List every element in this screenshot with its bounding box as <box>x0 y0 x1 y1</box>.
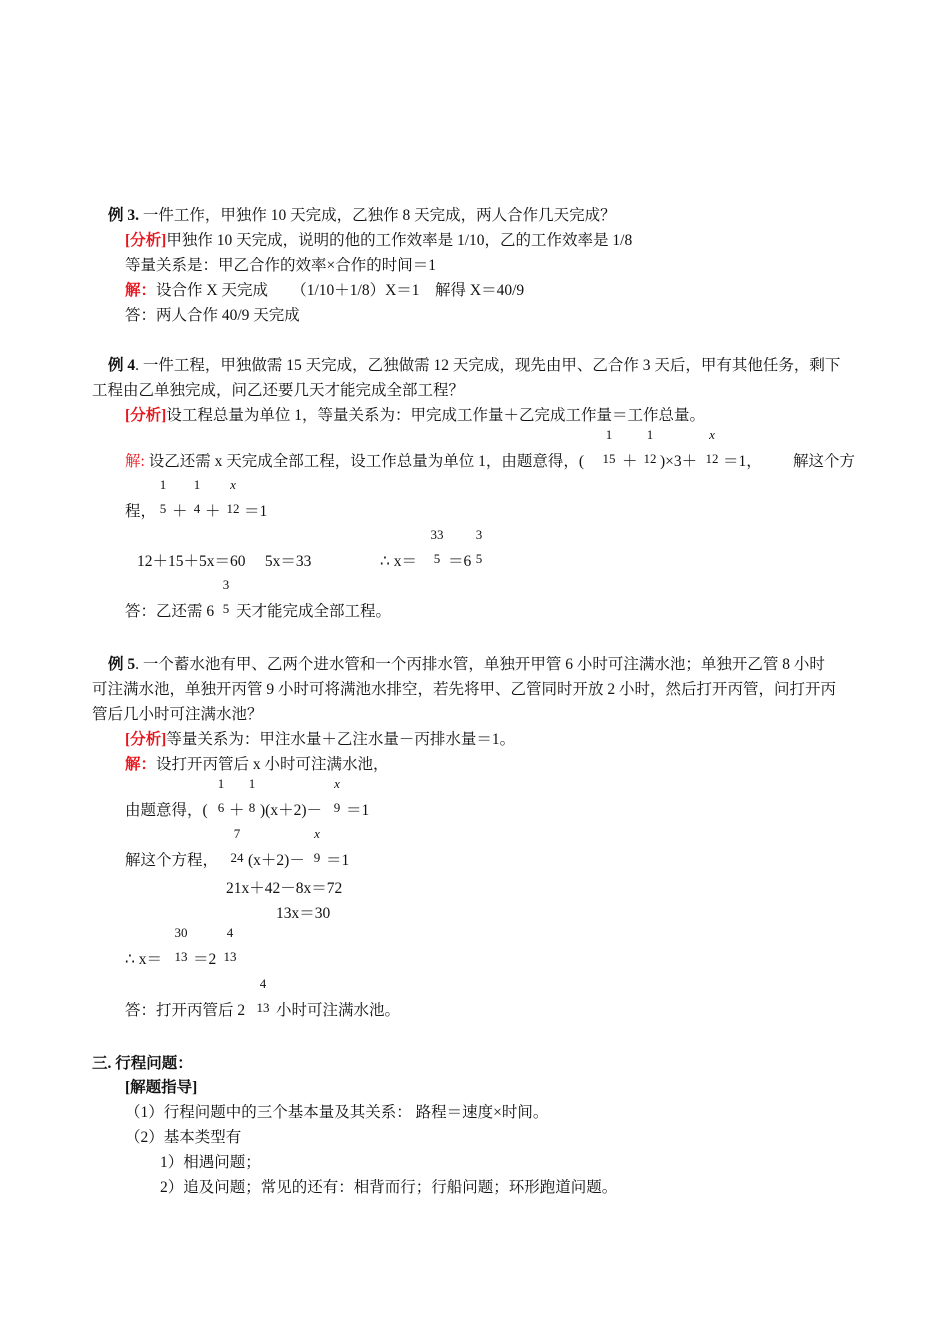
fraction-denominator: 12 <box>705 451 719 466</box>
example-5-statement-line1 <box>108 655 825 675</box>
solution-text: 设合作 X 天完成 （1/10＋1/8）X＝1 解得 X＝40/9 <box>156 282 525 299</box>
example-3-relation: 等量关系是：甲乙合作的效率×合作的时间＝1 <box>125 257 436 274</box>
fraction-denominator: 9 <box>313 850 321 865</box>
fraction-numerator: 3 <box>475 527 483 542</box>
fraction-denominator: 5 <box>475 551 483 566</box>
example-4-solution <box>125 452 584 472</box>
fraction-numerator: 1 <box>193 477 201 492</box>
equation-text: 13x＝30 <box>276 905 331 922</box>
plus-sign: ＋ <box>172 503 188 520</box>
example-3-solution <box>125 281 524 301</box>
analysis-text: 设工程总量为单位 1，等量关系为：甲完成工作量＋乙完成工作量＝工作总量。 <box>166 407 705 424</box>
example-4-text1: . 一件工程，甲独做需 15 天完成，乙独做需 12 天完成，现先由甲、乙合作 3 天后，甲有其他任务，剩下 <box>135 357 841 374</box>
fraction-denominator: 12 <box>226 501 240 516</box>
analysis-text: 等量关系为：甲注水量＋乙注水量－丙排水量＝1。 <box>166 731 516 748</box>
section-3-item-2: （2）基本类型有 <box>125 1129 242 1146</box>
equation-text: 天才能完成全部工程。 <box>236 603 392 620</box>
equation-text: )(x＋2)－ <box>260 802 322 819</box>
fraction-denominator: 13 <box>223 949 237 964</box>
fraction-denominator: 24 <box>230 850 244 865</box>
fraction-denominator: 8 <box>248 800 256 815</box>
fraction-numerator: 1 <box>646 427 654 442</box>
example-4-label: 例 4 <box>108 357 136 374</box>
equation-text: 小时可注满水池。 <box>276 1002 401 1019</box>
solution-tag: 解： <box>125 282 157 299</box>
fraction-denominator: 6 <box>217 800 225 815</box>
equation-text: 12＋15＋5x＝60 5x＝33 <box>137 553 312 570</box>
section-3-sub-2: 2）追及问题；常见的还有：相背而行；行船问题；环形跑道问题。 <box>160 1179 618 1196</box>
equation-text: ＝1， <box>723 453 762 470</box>
section-3-title: 三. 行程问题： <box>92 1055 193 1072</box>
fraction-denominator: 4 <box>193 501 201 516</box>
equation-text: 解这个方 <box>793 453 856 470</box>
plus-sign: ＋ <box>229 802 245 819</box>
solution-tag: 解： <box>125 756 157 773</box>
example-3-statement <box>108 206 616 226</box>
example-5-solution <box>125 755 389 775</box>
fraction-denominator: 5 <box>222 601 230 616</box>
equation-text: )×3＋ <box>660 453 698 470</box>
equation-text: 解这个方程， <box>125 852 219 869</box>
fraction-numerator: x <box>709 427 715 442</box>
section-3-item-1: （1）行程问题中的三个基本量及其关系： 路程＝速度×时间。 <box>125 1104 549 1121</box>
plus-sign: ＋ <box>622 453 638 470</box>
solution-text: 设打开丙管后 x 小时可注满水池， <box>156 756 389 773</box>
example-5-text1: . 一个蓄水池有甲、乙两个进水管和一个丙排水管，单独开甲管 6 小时可注满水池；单独开乙管 8 小时 <box>135 656 825 673</box>
equation-text: ＝2 <box>193 951 217 968</box>
equation-text: ∴ x＝ <box>380 553 417 570</box>
analysis-tag: [分析] <box>125 232 167 249</box>
equation-text: 程， <box>125 503 157 520</box>
fraction-numerator: x <box>230 477 236 492</box>
fraction-numerator: 7 <box>233 826 241 841</box>
example-4-statement-line2: 工程由乙单独完成，问乙还要几天才能完成全部工程？ <box>92 382 465 399</box>
equation-text: ＝1 <box>326 852 350 869</box>
fraction-numerator: 30 <box>174 925 188 940</box>
fraction-numerator: x <box>334 776 340 791</box>
fraction-denominator: 5 <box>159 501 167 516</box>
section-3-guide: [解题指导] <box>125 1079 198 1096</box>
equation-text: (x＋2)－ <box>248 852 305 869</box>
plus-sign: ＋ <box>205 503 221 520</box>
fraction-denominator: 15 <box>602 451 616 466</box>
example-4-answer: 答：乙还需 6 <box>125 603 215 620</box>
analysis-tag: [分析] <box>125 407 167 424</box>
example-4-statement-line1 <box>108 356 840 376</box>
fraction-denominator: 13 <box>174 949 188 964</box>
fraction-numerator: 3 <box>222 577 230 592</box>
example-5-analysis <box>125 730 515 750</box>
fraction-denominator: 9 <box>333 800 341 815</box>
example-4-analysis <box>125 406 705 426</box>
example-3-answer: 答：两人合作 40/9 天完成 <box>125 307 300 324</box>
fraction-numerator: 4 <box>226 925 234 940</box>
equation-text: ＝1 <box>244 503 268 520</box>
fraction-numerator: 1 <box>159 477 167 492</box>
example-3-label: 例 3. <box>108 207 140 224</box>
analysis-text: 甲独作 10 天完成，说明的他的工作效率是 1/10，乙的工作效率是 1/8 <box>166 232 633 249</box>
fraction-numerator: x <box>314 826 320 841</box>
example-5-statement-line2: 可注满水池，单独开丙管 9 小时可将满池水排空，若先将甲、乙管同时开放 2 小时，然后打开丙管，问打开丙 <box>92 681 837 698</box>
fraction-denominator: 5 <box>433 551 441 566</box>
example-3-text: 一件工作，甲独作 10 天完成，乙独作 8 天完成，两人合作几天完成？ <box>139 207 616 224</box>
example-5-statement-line3: 管后几小时可注满水池？ <box>92 706 263 723</box>
equation-text: 21x＋42－8x＝72 <box>226 880 343 897</box>
example-3-analysis <box>125 231 632 251</box>
fraction-numerator: 1 <box>605 427 613 442</box>
analysis-tag: [分析] <box>125 731 167 748</box>
fraction-numerator: 1 <box>248 776 256 791</box>
equation-text: 由题意得，( <box>125 802 208 819</box>
example-5-answer: 答：打开丙管后 2 <box>125 1002 246 1019</box>
equation-text: ＝6 <box>448 553 472 570</box>
equation-text: ＝1 <box>346 802 370 819</box>
fraction-numerator: 1 <box>217 776 225 791</box>
section-3-sub-1: 1）相遇问题； <box>160 1154 261 1171</box>
equation-text: ∴ x＝ <box>125 951 162 968</box>
fraction-numerator: 4 <box>259 976 267 991</box>
example-5-label: 例 5 <box>108 656 136 673</box>
solution-text: 设乙还需 x 天完成全部工程，设工作总量为单位 1，由题意得，( <box>144 453 584 470</box>
fraction-numerator: 33 <box>430 527 444 542</box>
solution-tag: 解: <box>125 453 145 470</box>
fraction-denominator: 12 <box>643 451 657 466</box>
fraction-denominator: 13 <box>256 1000 270 1015</box>
